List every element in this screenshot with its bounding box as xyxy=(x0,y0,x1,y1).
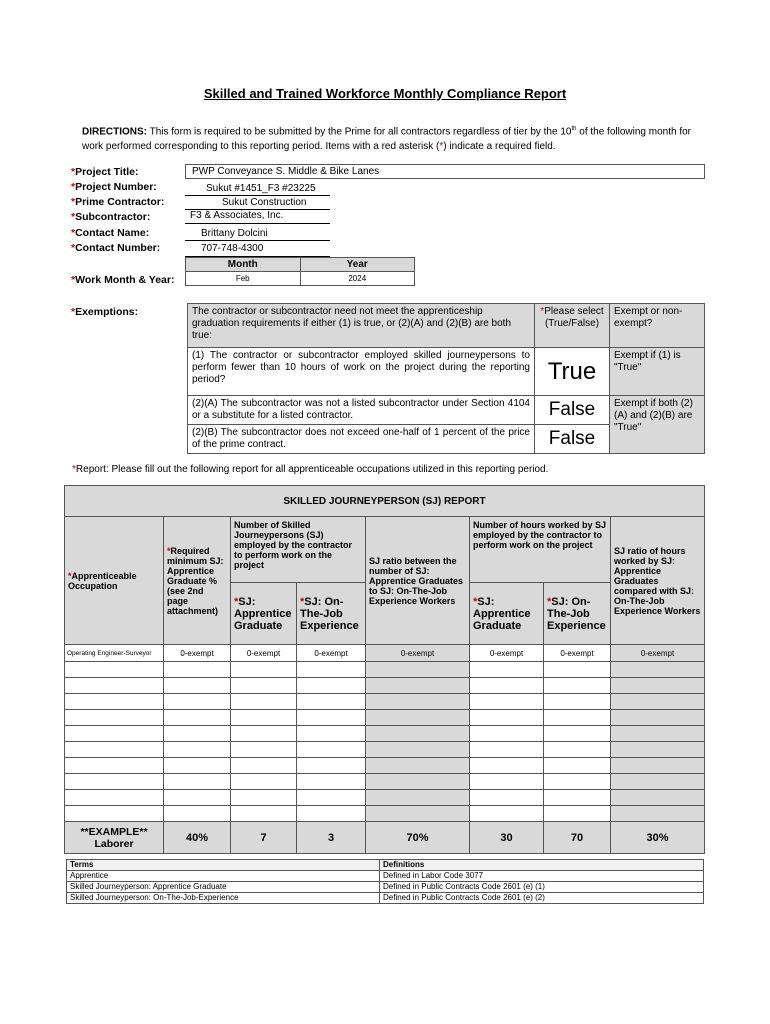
project-title-label: *Project Title: xyxy=(71,166,139,178)
directions-sup: th xyxy=(571,126,577,132)
col-occupation: *Apprenticeable Occupation xyxy=(65,517,164,645)
prime-contractor-value[interactable]: Sukut Construction xyxy=(222,197,307,208)
exemption-1-note: Exempt if (1) is "True" xyxy=(610,348,705,396)
example-occupation: **EXAMPLE** Laborer xyxy=(65,822,164,854)
required-asterisk: * xyxy=(439,141,444,153)
example-hours-ratio: 30% xyxy=(611,822,705,854)
sj-report-title: SKILLED JOURNEYPERSON (SJ) REPORT xyxy=(65,486,705,517)
col-ratio: SJ ratio between the number of SJ: Apprentice Graduates to SJ: On-The-Job Experience Workers xyxy=(366,517,470,645)
definition: Defined in Public Contracts Code 2601 (e) (2) xyxy=(380,893,704,904)
row-hours-ratio: 0-exempt xyxy=(611,645,705,662)
year-value[interactable]: 2024 xyxy=(300,272,415,286)
col-number: Number of Skilled Journeypersons (SJ) employed by the contractor to perform work on the project xyxy=(231,517,366,583)
table-row xyxy=(67,893,704,904)
example-required: 40% xyxy=(164,822,231,854)
project-number-value[interactable]: Sukut #1451_F3 #23225 xyxy=(206,183,316,194)
table-row xyxy=(67,871,704,882)
table-row xyxy=(65,662,705,678)
month-header: Month xyxy=(186,258,301,272)
page-title: Skilled and Trained Workforce Monthly Compliance Report xyxy=(203,86,567,101)
contact-number-label: *Contact Number: xyxy=(71,242,161,254)
col-number-ojt: *SJ: On-The-Job Experience xyxy=(297,583,366,645)
report-note: *Report: Please fill out the following report for all apprenticeable occupations utilized in this reporting period. xyxy=(72,464,549,475)
definitions-header: Definitions xyxy=(380,860,704,871)
directions-text-3: ) indicate a required field. xyxy=(443,141,556,153)
project-number-label: *Project Number: xyxy=(71,181,157,193)
exemptions-table xyxy=(187,303,705,454)
example-hours-ojt: 70 xyxy=(544,822,611,854)
col-hours-ag: *SJ: Apprentice Graduate xyxy=(470,583,544,645)
directions-text: This form is required to be submitted by the Prime for all contractors regardless of tier by the 10 xyxy=(149,126,572,138)
exemption-row-2a: (2)(A) The subcontractor was not a listed subcontractor under Section 4104 or a substitute for a listed contractor. xyxy=(188,396,535,425)
year-header: Year xyxy=(300,258,415,272)
exemption-2b-select[interactable]: False xyxy=(535,425,610,454)
term: Skilled Journeyperson: Apprentice Graduate xyxy=(67,882,380,893)
row-hours-ag[interactable]: 0-exempt xyxy=(470,645,544,662)
term: Apprentice xyxy=(67,871,380,882)
definition: Defined in Labor Code 3077 xyxy=(380,871,704,882)
sj-report-table xyxy=(64,485,705,854)
example-number-ag: 7 xyxy=(231,822,297,854)
example-number-ojt: 3 xyxy=(297,822,366,854)
table-row xyxy=(65,694,705,710)
project-title-box[interactable] xyxy=(185,164,705,179)
table-row xyxy=(65,742,705,758)
col-hours-ojt: *SJ: On-The-Job Experience xyxy=(544,583,611,645)
terms-table xyxy=(66,859,704,904)
col-hours: Number of hours worked by SJ employed by the contractor to perform work on the project xyxy=(470,517,611,583)
month-year-table xyxy=(185,257,415,286)
row-number-ojt[interactable]: 0-exempt xyxy=(297,645,366,662)
term: Skilled Journeyperson: On-The-Job-Experience xyxy=(67,893,380,904)
project-title-value: PWP Conveyance S. Middle & Bike Lanes xyxy=(192,166,380,177)
exemption-1-select[interactable]: True xyxy=(535,348,610,396)
contact-name-label: *Contact Name: xyxy=(71,227,150,239)
subcontractor-value[interactable]: F3 & Associates, Inc. xyxy=(190,210,284,221)
contact-name-value[interactable]: Brittany Dolcini xyxy=(201,228,268,239)
exemption-2-note: Exempt if both (2)(A) and (2)(B) are "True" xyxy=(610,396,705,454)
table-row xyxy=(65,806,705,822)
col-number-ag: *SJ: Apprentice Graduate xyxy=(231,583,297,645)
example-row xyxy=(65,822,705,854)
table-row xyxy=(65,678,705,694)
definition: Defined in Public Contracts Code 2601 (e) (1) xyxy=(380,882,704,893)
exemptions-label: *Exemptions: xyxy=(71,306,139,318)
terms-header: Terms xyxy=(67,860,380,871)
table-row xyxy=(65,645,705,662)
work-month-label: *Work Month & Year: xyxy=(71,274,175,286)
row-number-ag[interactable]: 0-exempt xyxy=(231,645,297,662)
example-hours-ag: 30 xyxy=(470,822,544,854)
directions-text-2: of the following month for work performed corresponding to this reporting period. Items with a red asterisk ( xyxy=(82,126,691,153)
col-required: *Required minimum SJ: Apprentice Graduate % (see 2nd page attachment) xyxy=(164,517,231,645)
exempt-header: Exempt or non-exempt? xyxy=(610,304,705,348)
prime-contractor-label: *Prime Contractor: xyxy=(71,196,165,208)
row-required[interactable]: 0-exempt xyxy=(164,645,231,662)
exemptions-intro: The contractor or subcontractor need not meet the apprenticeship graduation requirements if either (1) is true, or (2)(A) and (2)(B) are both true: xyxy=(188,304,535,348)
directions xyxy=(82,122,702,154)
table-row xyxy=(65,726,705,742)
subcontractor-label: *Subcontractor: xyxy=(71,211,151,223)
table-row xyxy=(65,710,705,726)
exemption-row-1: (1) The contractor or subcontractor employed skilled journeypersons to perform fewer than 10 hours of work on the project during the reporting period? xyxy=(188,348,535,396)
exemption-row-2b: (2)(B) The subcontractor does not exceed one-half of 1 percent of the price of the prime contract. xyxy=(188,425,535,454)
directions-label: DIRECTIONS: xyxy=(82,126,147,138)
exemption-2a-select[interactable]: False xyxy=(535,396,610,425)
example-ratio: 70% xyxy=(366,822,470,854)
select-header: *Please select (True/False) xyxy=(535,304,610,348)
table-row xyxy=(65,790,705,806)
contact-number-value[interactable]: 707-748-4300 xyxy=(201,243,264,254)
table-row xyxy=(67,882,704,893)
table-row xyxy=(65,758,705,774)
row-occupation[interactable]: Operating Engineer-Surveyor xyxy=(65,645,164,662)
col-hours-ratio: SJ ratio of hours worked by SJ: Apprentice Graduates compared with SJ: On-The-Job Experience Workers xyxy=(611,517,705,645)
month-value[interactable]: Feb xyxy=(186,272,301,286)
row-hours-ojt[interactable]: 0-exempt xyxy=(544,645,611,662)
row-ratio: 0-exempt xyxy=(366,645,470,662)
table-row xyxy=(65,774,705,790)
